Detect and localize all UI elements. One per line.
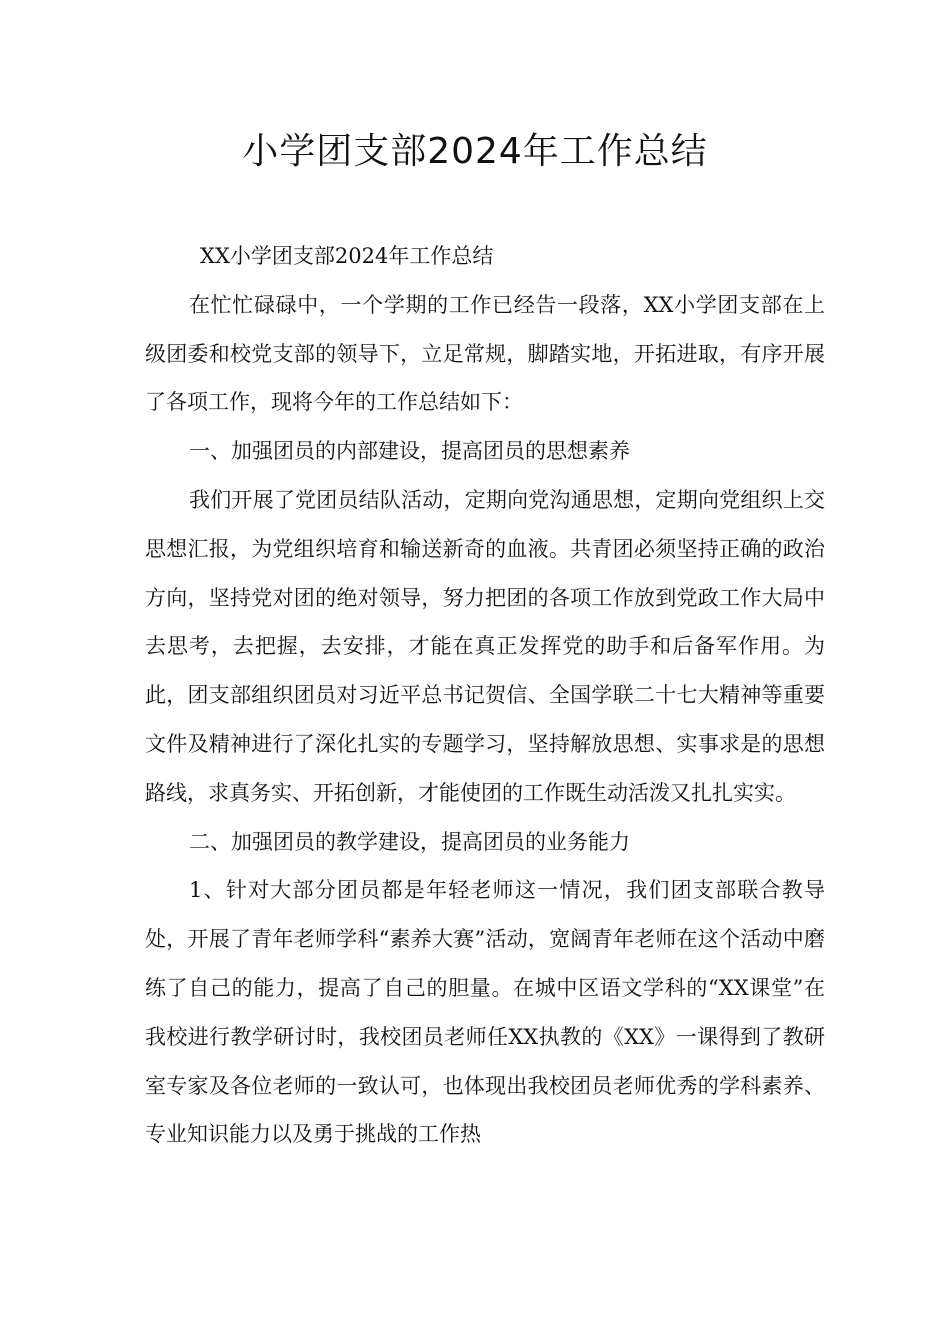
section-heading-1: 一、加强团员的内部建设，提高团员的思想素养 xyxy=(189,439,630,464)
document-subtitle: XX小学团支部2024年工作总结 xyxy=(200,244,494,268)
paragraph-intro: 在忙忙碌碌中，一个学期的工作已经告一段落，XX小学团支部在上级团委和校党支部的领导下，立足常规，脚踏实地，开拓进取，有序开展了各项工作，现将今年的工作总结如下： xyxy=(145,292,825,415)
paragraph-section-1: 我们开展了党团员结队活动，定期向党沟通思想，定期向党组织上交思想汇报，为党组织培育和输送新奇的血液。共青团必须坚持正确的政治方向，坚持党对团的绝对领导，努力把团的各项工作放到党政工作大局中去思考，去把握，去安排，才能在真正发挥党的助手和后备军作用。为此，团支部组织团员对习近平总书记贺信、全国学联二十七大精神等重要文件及精神进行了深化扎实的专题学习，坚持解放思想、实事求是的思想路线，求真务实、开拓创新，才能使团的工作既生动活泼又扎扎实实。 xyxy=(145,487,825,805)
paragraph-section-2-item-1: 1、针对大部分团员都是年轻老师这一情况，我们团支部联合教导处，开展了青年老师学科“素养大赛”活动，宽阔青年老师在这个活动中磨练了自己的能力，提高了自己的胆量。在城中区语文学科的“XX课堂”在我校进行教学研讨时，我校团员老师任XX执教的《XX》一课得到了教研室专家及各位老师的一致认可，也体现出我校团员老师优秀的学科素养、专业知识能力以及勇于挑战的工作热 xyxy=(145,878,825,1147)
document-title: 小学团支部2024年工作总结 xyxy=(242,131,708,172)
document-body xyxy=(145,232,825,1159)
section-heading-2: 二、加强团员的教学建设，提高团员的业务能力 xyxy=(189,829,630,854)
